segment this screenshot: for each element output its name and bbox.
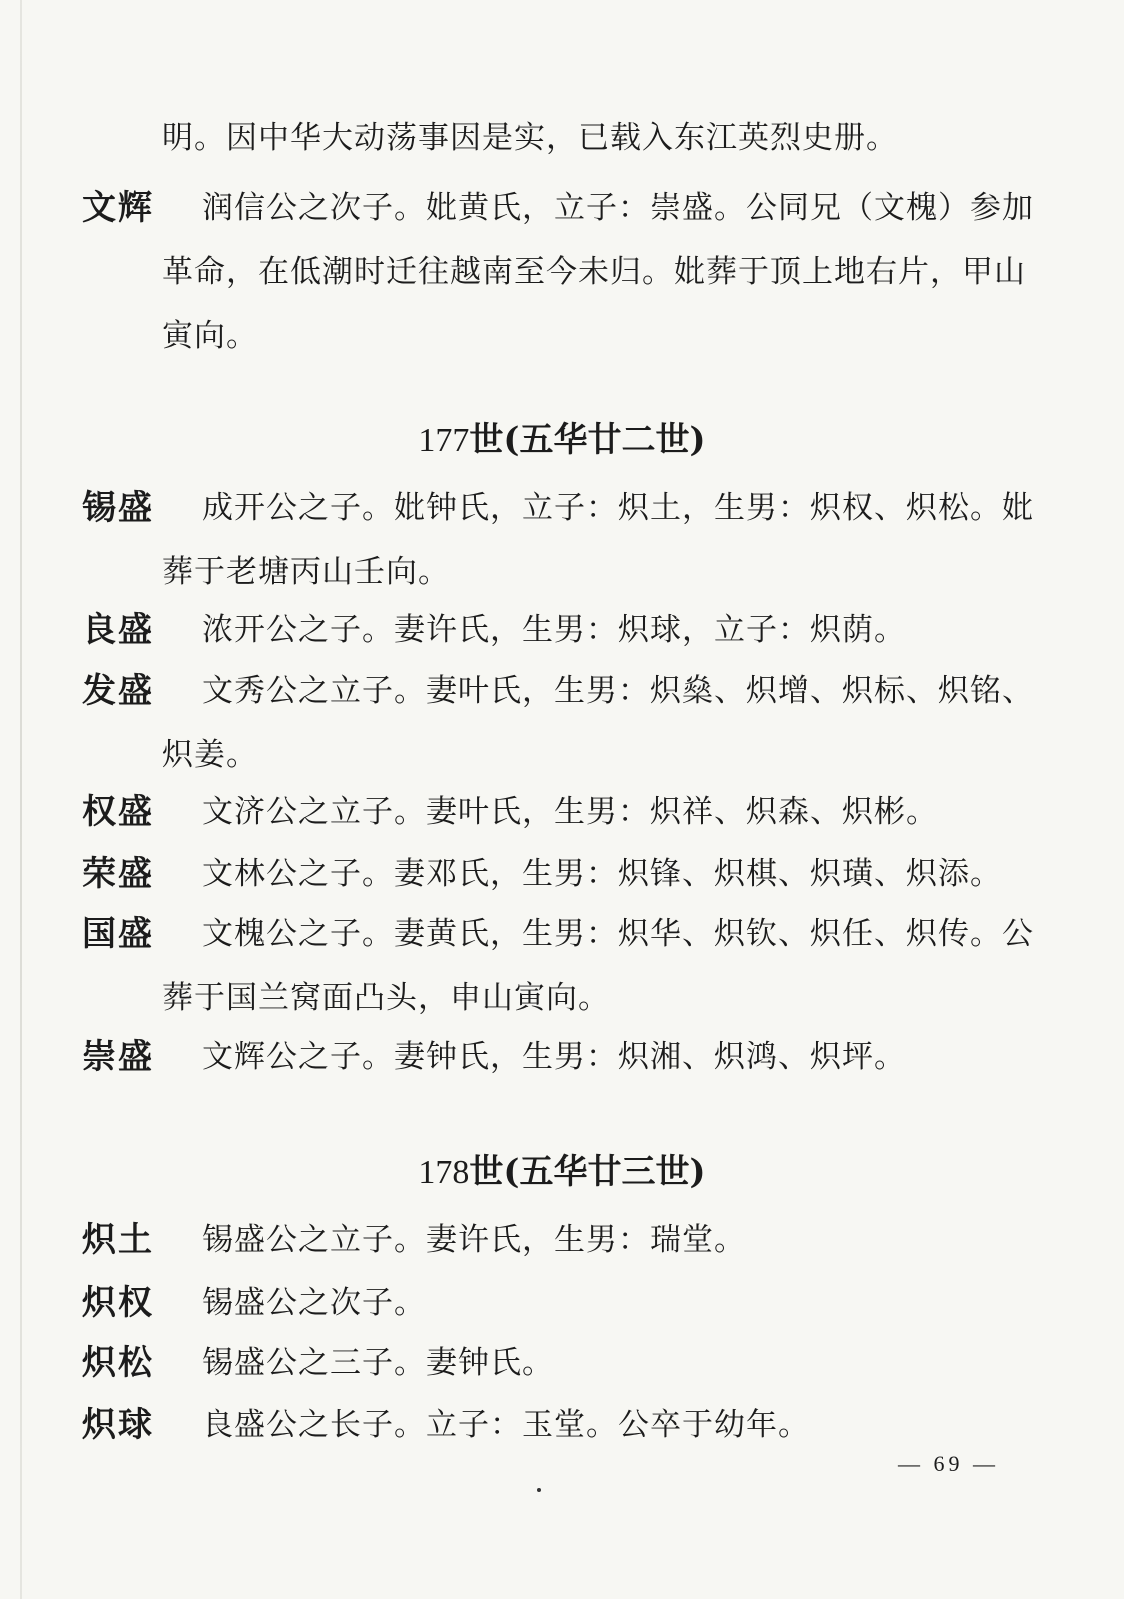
genealogy-entry-chisong — [82, 1343, 1042, 1395]
entry-text: 浓开公之子。妻许氏，生男：炽球，立子：炽荫。 — [202, 612, 906, 648]
genealogy-entry-rongsheng — [82, 854, 1042, 906]
entry-name: 炽权 — [82, 1283, 154, 1323]
generation-label: 世(五华廿二世) — [469, 420, 706, 460]
genealogy-entry-wenhui — [82, 188, 1042, 368]
entry-text: 锡盛公之次子。 — [202, 1285, 426, 1321]
page-number: — 69 — — [898, 1451, 999, 1476]
entry-name: 炽土 — [82, 1220, 154, 1260]
entry-text: 文济公之立子。妻叶氏，生男：炽祥、炽森、炽彬。 — [202, 794, 938, 830]
entry-text: 润信公之次子。妣黄氏，立子：崇盛。公同兄（文槐）参加革命，在低潮时迁往越南至今未归。妣葬于顶上地右片，甲山寅向。 — [162, 190, 1034, 354]
genealogy-entry-guosheng — [82, 914, 1042, 1030]
entry-name: 国盛 — [82, 914, 154, 954]
entry-text: 文秀公之立子。妻叶氏，生男：炽燊、炽增、炽标、炽铭、炽姜。 — [162, 673, 1034, 773]
genealogy-entry-chiquan — [82, 1283, 1042, 1335]
entry-name: 文辉 — [82, 188, 154, 228]
entry-text: 文辉公之子。妻钟氏，生男：炽湘、炽鸿、炽坪。 — [202, 1039, 906, 1075]
entry-name: 锡盛 — [82, 488, 154, 528]
continued-paragraph: 明。因中华大动荡事因是实，已载入东江英烈史册。 — [162, 120, 898, 156]
entry-name: 炽球 — [82, 1405, 154, 1445]
genealogy-entry-chitu — [82, 1220, 1042, 1272]
entry-text: 成开公之子。妣钟氏，立子：炽土，生男：炽权、炽松。妣葬于老塘丙山壬向。 — [162, 490, 1034, 590]
genealogy-entry-chongsheng — [82, 1037, 1042, 1089]
genealogy-entry-fasheng — [82, 671, 1042, 787]
generation-label: 世(五华廿三世) — [469, 1152, 706, 1192]
entry-name: 荣盛 — [82, 854, 154, 894]
entry-text: 文林公之子。妻邓氏，生男：炽锋、炽棋、炽璜、炽添。 — [202, 856, 1002, 892]
entry-name: 良盛 — [82, 610, 154, 650]
entry-name: 权盛 — [82, 792, 154, 832]
entry-text: 文槐公之子。妻黄氏，生男：炽华、炽钦、炽任、炽传。公葬于国兰窝面凸头，申山寅向。 — [162, 916, 1034, 1016]
genealogy-entry-liangsheng — [82, 610, 1042, 662]
scan-speck — [537, 1488, 541, 1492]
entry-text: 良盛公之长子。立子：玉堂。公卒于幼年。 — [202, 1407, 810, 1443]
entry-name: 炽松 — [82, 1343, 154, 1383]
genealogy-entry-quansheng — [82, 792, 1042, 844]
entry-text: 锡盛公之三子。妻钟氏。 — [202, 1345, 554, 1381]
generation-number: 178 — [418, 1154, 470, 1191]
entry-name: 发盛 — [82, 671, 154, 711]
generation-heading-177 — [0, 418, 1124, 463]
generation-heading-178 — [0, 1150, 1124, 1195]
generation-number: 177 — [418, 422, 470, 459]
genealogy-entry-xisheng — [82, 488, 1042, 604]
entry-name: 崇盛 — [82, 1037, 154, 1077]
entry-text: 锡盛公之立子。妻许氏，生男：瑞堂。 — [202, 1222, 746, 1258]
